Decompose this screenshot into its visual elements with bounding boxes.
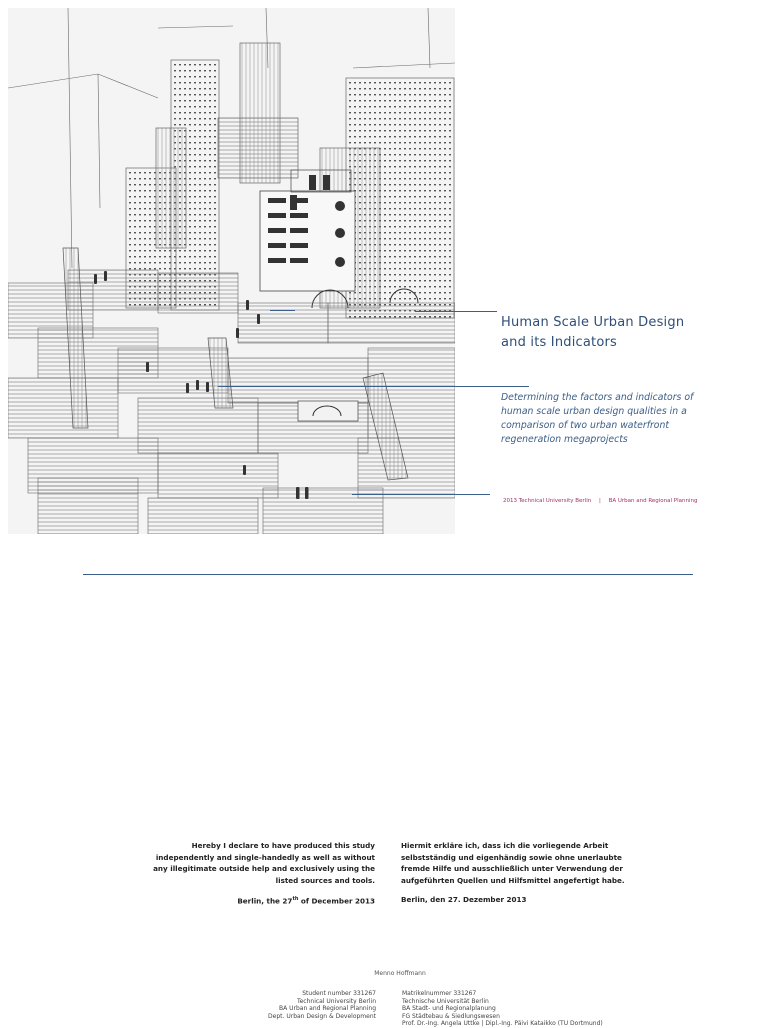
declaration-english-text: Hereby I declare to have produced this study independently and single-handedly as well as without any illegitimate outside help and exclusively using the listed sources and tools. — [153, 841, 375, 885]
author-info-english — [136, 990, 376, 1020]
cover-subtitle: Determining the factors and indicators of human scale urban design qualities in a comparison of two urban waterfront regeneration megaprojects — [501, 392, 694, 445]
title-line-2: and its Indicators — [501, 335, 618, 350]
section-divider — [83, 574, 693, 575]
connector-line — [218, 386, 529, 387]
info-line: Prof. Dr.-Ing. Angela Uttke | Dipl.-Ing. Päivi Kataikko (TU Dortmund) — [402, 1020, 603, 1028]
title-line-1: Human Scale Urban Design — [501, 315, 685, 330]
info-line: Dept. Urban Design & Development — [268, 1012, 376, 1020]
declaration-english — [145, 840, 375, 915]
cover-title — [501, 313, 731, 353]
connector-line — [352, 494, 490, 495]
credit-separator: | — [598, 498, 601, 504]
author-info-german — [402, 990, 642, 1028]
info-line: Technische Universität Berlin — [402, 997, 489, 1005]
info-line: Technical University Berlin — [296, 997, 376, 1005]
author-name: Menno Hoffmann — [374, 970, 426, 977]
connector-line — [270, 310, 295, 311]
declaration-german — [401, 840, 631, 914]
declaration-english-date: Berlin, the 27th of December 2013 — [237, 896, 375, 906]
declaration-german-text: Hiermit erkläre ich, dass ich die vorliegende Arbeit selbstständig und eigenhändig sowie ohne unerlaubte fremde Hilfe und ausschließlich unter Verwendung der aufgeführten Quellen und Hilfsmittel angefertigt habe. — [401, 841, 625, 885]
info-line: Matrikelnummer 331267 — [402, 990, 477, 997]
info-line: Student number 331267 — [302, 990, 376, 997]
info-line: FG Städtebau & Siedlungswesen — [402, 1012, 500, 1020]
credit-university: 2013 Technical University Berlin — [503, 498, 592, 504]
credit-program: BA Urban and Regional Planning — [608, 498, 698, 504]
connector-line — [415, 311, 497, 312]
info-line: BA Urban and Regional Planning — [278, 1005, 376, 1013]
info-line: BA Stadt- und Regionalplanung — [402, 1005, 496, 1013]
cover-illustration — [8, 8, 455, 534]
declaration-german-date: Berlin, den 27. Dezember 2013 — [401, 895, 527, 904]
cover-credit — [503, 498, 704, 504]
